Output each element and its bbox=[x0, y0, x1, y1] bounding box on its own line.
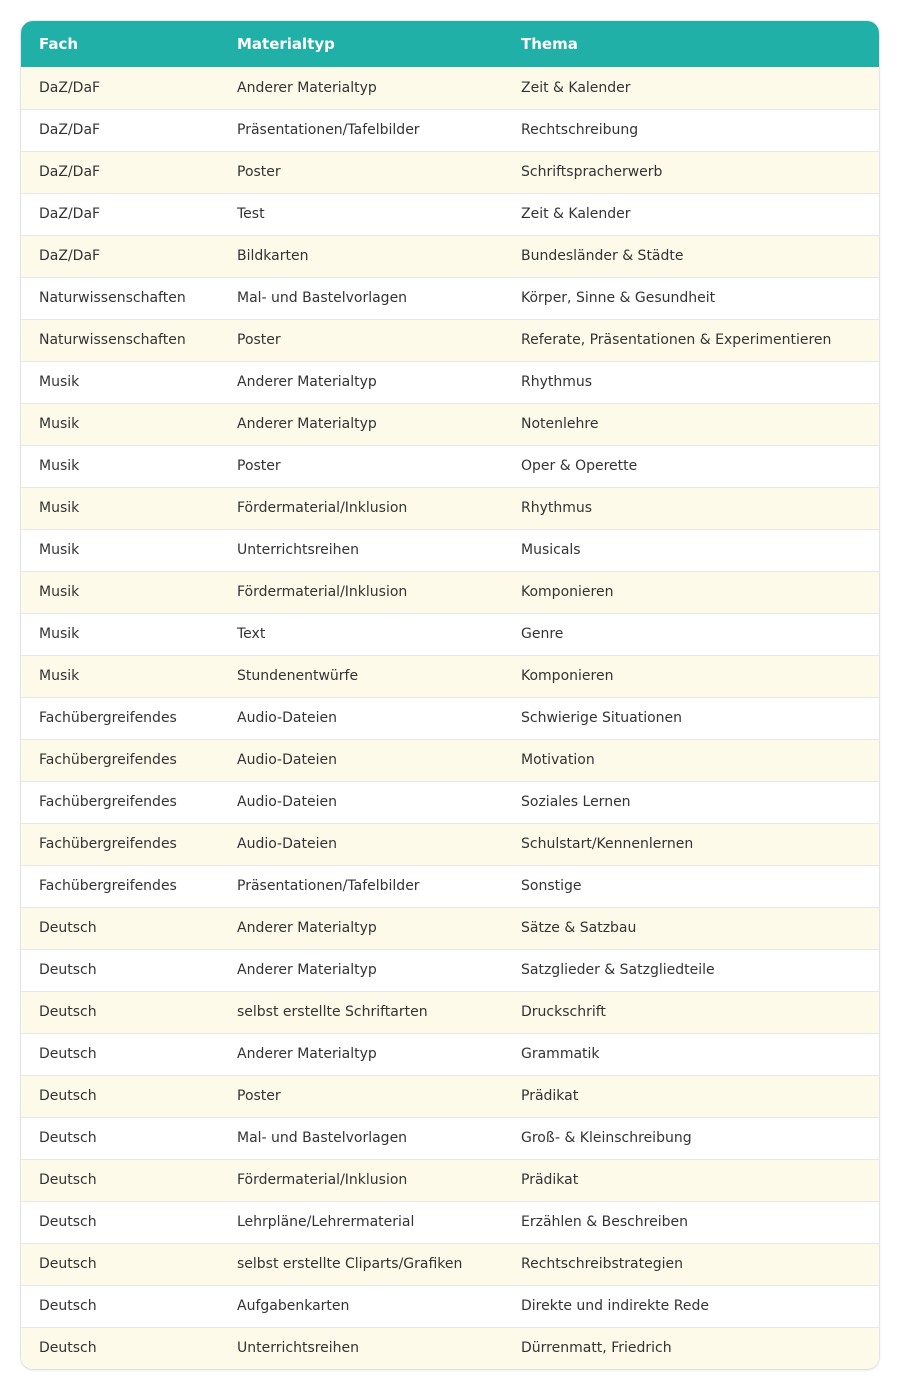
cell-materialtyp: Poster bbox=[237, 458, 281, 474]
column-header-thema[interactable]: Thema bbox=[521, 35, 578, 53]
cell-thema: Bundesländer & Städte bbox=[521, 248, 684, 264]
cell-materialtyp: Poster bbox=[237, 164, 281, 180]
cell-materialtyp: Anderer Materialtyp bbox=[237, 79, 377, 96]
cell-fach: Deutsch bbox=[39, 1340, 97, 1357]
cell-fach: DaZ/DaF bbox=[39, 164, 101, 180]
cell-thema: Motivation bbox=[521, 752, 595, 768]
table-body bbox=[21, 67, 879, 1369]
cell-thema: Schwierige Situationen bbox=[521, 710, 683, 726]
table-row[interactable] bbox=[21, 67, 879, 109]
table-row[interactable] bbox=[21, 823, 879, 865]
cell-materialtyp: Audio-Dateien bbox=[237, 836, 337, 852]
cell-thema: Notenlehre bbox=[521, 416, 599, 432]
table-row[interactable] bbox=[21, 109, 879, 151]
cell-thema: Rhythmus bbox=[521, 500, 593, 516]
cell-fach: Deutsch bbox=[39, 920, 97, 936]
cell-thema: Zeit & Kalender bbox=[521, 206, 631, 222]
cell-materialtyp: Fördermaterial/Inklusion bbox=[237, 584, 408, 600]
table-row[interactable] bbox=[21, 235, 879, 277]
column-header-fach[interactable]: Fach bbox=[39, 35, 79, 53]
cell-fach: Musik bbox=[39, 584, 80, 600]
cell-materialtyp: Anderer Materialtyp bbox=[237, 1046, 377, 1062]
cell-fach: Deutsch bbox=[39, 1088, 97, 1104]
cell-thema: Soziales Lernen bbox=[521, 794, 631, 810]
cell-thema: Rechtschreibstrategien bbox=[521, 1256, 683, 1272]
table-row[interactable] bbox=[21, 571, 879, 613]
cell-fach: Naturwissenschaften bbox=[39, 290, 186, 306]
table-row[interactable] bbox=[21, 193, 879, 235]
table-row[interactable] bbox=[21, 781, 879, 823]
cell-thema: Rechtschreibung bbox=[521, 122, 639, 138]
cell-materialtyp: Anderer Materialtyp bbox=[237, 416, 377, 432]
cell-fach: Fachübergreifendes bbox=[39, 836, 177, 852]
cell-thema: Zeit & Kalender bbox=[521, 79, 631, 96]
cell-materialtyp: Bildkarten bbox=[237, 248, 309, 264]
cell-materialtyp: Fördermaterial/Inklusion bbox=[237, 500, 408, 516]
table-row[interactable] bbox=[21, 865, 879, 907]
table-row[interactable] bbox=[21, 277, 879, 319]
table-row[interactable] bbox=[21, 1033, 879, 1075]
cell-thema: Druckschrift bbox=[521, 1004, 606, 1020]
cell-thema: Komponieren bbox=[521, 584, 614, 600]
cell-thema: Sätze & Satzbau bbox=[521, 920, 637, 936]
cell-fach: DaZ/DaF bbox=[39, 122, 101, 138]
table-row[interactable] bbox=[21, 697, 879, 739]
cell-fach: Deutsch bbox=[39, 1214, 97, 1230]
cell-materialtyp: Lehrpläne/Lehrermaterial bbox=[237, 1214, 415, 1230]
cell-thema: Musicals bbox=[521, 542, 581, 558]
cell-materialtyp: Stundenentwürfe bbox=[237, 668, 359, 684]
cell-fach: DaZ/DaF bbox=[39, 206, 101, 222]
cell-thema: Körper, Sinne & Gesundheit bbox=[521, 290, 716, 306]
cell-materialtyp: Mal- und Bastelvorlagen bbox=[237, 1130, 408, 1146]
cell-thema: Satzglieder & Satzgliedteile bbox=[521, 962, 715, 978]
cell-thema: Oper & Operette bbox=[521, 458, 638, 474]
cell-materialtyp: Audio-Dateien bbox=[237, 752, 337, 768]
cell-materialtyp: Aufgabenkarten bbox=[237, 1298, 350, 1314]
table-row[interactable] bbox=[21, 1285, 879, 1327]
cell-thema: Rhythmus bbox=[521, 374, 593, 390]
table-row[interactable] bbox=[21, 907, 879, 949]
cell-fach: Musik bbox=[39, 500, 80, 516]
cell-materialtyp: Mal- und Bastelvorlagen bbox=[237, 290, 408, 306]
table-row[interactable] bbox=[21, 529, 879, 571]
cell-materialtyp: Unterrichtsreihen bbox=[237, 1340, 360, 1357]
cell-materialtyp: Anderer Materialtyp bbox=[237, 374, 377, 390]
cell-thema: Dürrenmatt, Friedrich bbox=[521, 1340, 672, 1357]
table-row[interactable] bbox=[21, 151, 879, 193]
cell-materialtyp: selbst erstellte Cliparts/Grafiken bbox=[237, 1256, 463, 1272]
materials-table bbox=[21, 21, 879, 1369]
cell-fach: Fachübergreifendes bbox=[39, 752, 177, 768]
cell-thema: Prädikat bbox=[521, 1088, 579, 1104]
table-row[interactable] bbox=[21, 613, 879, 655]
table-row[interactable] bbox=[21, 487, 879, 529]
cell-fach: Deutsch bbox=[39, 1046, 97, 1062]
table-row[interactable] bbox=[21, 991, 879, 1033]
cell-materialtyp: Audio-Dateien bbox=[237, 794, 337, 810]
cell-thema: Komponieren bbox=[521, 668, 614, 684]
cell-fach: Deutsch bbox=[39, 1130, 97, 1146]
cell-thema: Erzählen & Beschreiben bbox=[521, 1214, 689, 1230]
cell-materialtyp: selbst erstellte Schriftarten bbox=[237, 1004, 428, 1020]
table-header-row bbox=[21, 21, 879, 67]
table-row[interactable] bbox=[21, 1075, 879, 1117]
cell-fach: Deutsch bbox=[39, 1172, 97, 1188]
cell-materialtyp: Anderer Materialtyp bbox=[237, 962, 377, 978]
cell-fach: Musik bbox=[39, 416, 80, 432]
cell-fach: Musik bbox=[39, 374, 80, 390]
cell-fach: Fachübergreifendes bbox=[39, 878, 177, 894]
cell-fach: Musik bbox=[39, 542, 80, 558]
cell-fach: Deutsch bbox=[39, 1298, 97, 1314]
cell-fach: Fachübergreifendes bbox=[39, 794, 177, 810]
cell-thema: Sonstige bbox=[521, 878, 582, 894]
cell-thema: Referate, Präsentationen & Experimentieren bbox=[521, 332, 832, 348]
cell-thema: Groß- & Kleinschreibung bbox=[521, 1130, 692, 1146]
cell-materialtyp: Unterrichtsreihen bbox=[237, 542, 360, 558]
cell-thema: Genre bbox=[521, 626, 564, 642]
cell-fach: DaZ/DaF bbox=[39, 79, 101, 96]
table-row[interactable] bbox=[21, 403, 879, 445]
table-row[interactable] bbox=[21, 1159, 879, 1201]
cell-fach: Deutsch bbox=[39, 1004, 97, 1020]
table-row[interactable] bbox=[21, 1327, 879, 1369]
cell-materialtyp: Audio-Dateien bbox=[237, 710, 337, 726]
cell-materialtyp: Fördermaterial/Inklusion bbox=[237, 1172, 408, 1188]
cell-thema: Grammatik bbox=[521, 1046, 600, 1062]
table-row[interactable] bbox=[21, 949, 879, 991]
cell-fach: Musik bbox=[39, 668, 80, 684]
cell-thema: Prädikat bbox=[521, 1172, 579, 1188]
table-row[interactable] bbox=[21, 1201, 879, 1243]
materials-table-card bbox=[21, 21, 879, 1369]
cell-materialtyp: Text bbox=[237, 626, 266, 642]
cell-fach: Deutsch bbox=[39, 1256, 97, 1272]
cell-thema: Schulstart/Kennenlernen bbox=[521, 836, 694, 852]
cell-fach: Musik bbox=[39, 626, 80, 642]
table-row[interactable] bbox=[21, 1117, 879, 1159]
table-row[interactable] bbox=[21, 739, 879, 781]
cell-fach: Deutsch bbox=[39, 962, 97, 978]
cell-materialtyp: Poster bbox=[237, 332, 281, 348]
cell-fach: DaZ/DaF bbox=[39, 248, 101, 264]
table-row[interactable] bbox=[21, 655, 879, 697]
cell-fach: Fachübergreifendes bbox=[39, 710, 177, 726]
cell-thema: Direkte und indirekte Rede bbox=[521, 1298, 709, 1314]
table-row[interactable] bbox=[21, 445, 879, 487]
table-row[interactable] bbox=[21, 361, 879, 403]
cell-fach: Naturwissenschaften bbox=[39, 332, 186, 348]
column-header-materialtyp[interactable]: Materialtyp bbox=[237, 35, 335, 53]
cell-materialtyp: Test bbox=[237, 206, 265, 222]
cell-materialtyp: Poster bbox=[237, 1088, 281, 1104]
cell-fach: Musik bbox=[39, 458, 80, 474]
cell-materialtyp: Präsentationen/Tafelbilder bbox=[237, 122, 420, 138]
table-row[interactable] bbox=[21, 1243, 879, 1285]
cell-materialtyp: Präsentationen/Tafelbilder bbox=[237, 878, 420, 894]
cell-thema: Schriftspracherwerb bbox=[521, 164, 663, 180]
table-row[interactable] bbox=[21, 319, 879, 361]
cell-materialtyp: Anderer Materialtyp bbox=[237, 920, 377, 936]
